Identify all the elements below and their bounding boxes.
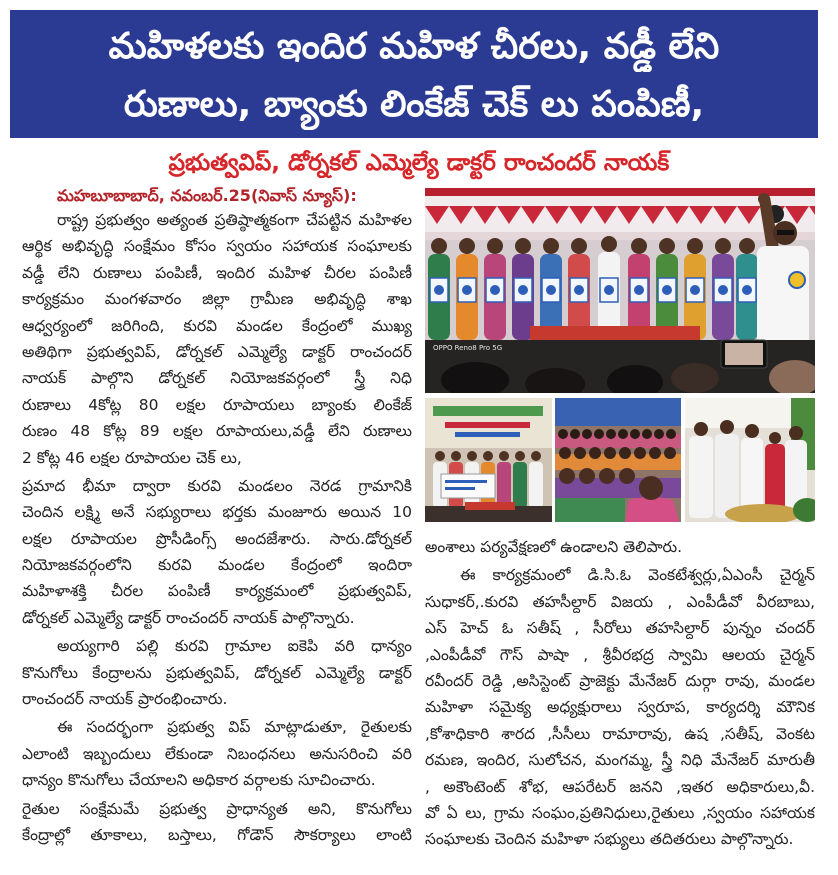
- text-line: 2 కోట్ల 46 లక్షల రూపాయల చెక్ లు,: [22, 448, 242, 467]
- text-line: ఈ కార్యక్రమంలో డి.సి.ఓ వెంకటేశ్వర్లు,ఏఎంసీ చైర్మన్: [460, 566, 815, 585]
- text-line: లక్షల రూపాయల ప్రొసీడింగ్స్ అందజేశారు. సారు.డోర్నకల్: [22, 529, 412, 548]
- text-line: రాంచందర్ నాయక్ ప్రారంభించారు.: [22, 690, 228, 709]
- text-line: అయ్యగారి పల్లి కురవి గ్రామాల ఐకెపి వరి ధాన్యం: [57, 637, 412, 656]
- article-paragraph: [22, 473, 412, 631]
- text-line: రాష్ట్ర ప్రభుత్వం అత్యంత ప్రతిష్ఠాత్మకంగా చేపట్టిన మహిళల: [57, 211, 412, 229]
- text-line: ఈ సందర్భంగా ప్రభుత్వ విప్ మాట్లాడుతూ, రైతులకు: [57, 718, 412, 737]
- text-line: సుధాకర్,.కురవి తహసీల్దార్ విజయ , ఎంపీడీవో వీరబాబు,: [425, 592, 815, 611]
- text-line: రమణ, ఇందిర, సులోచన, మంగమ్మ, స్త్రీ నిధి మేనేజర్ మారుతీ: [425, 751, 815, 770]
- cheque-photo-illustration: [425, 398, 552, 522]
- article-column-left: [22, 207, 412, 848]
- stage-banner: [425, 398, 552, 448]
- text-line: రవీందర్ రెడ్డి ,అసిస్టెంట్ ప్రాజెక్టు మేనేజర్ దుర్గా రావు, మండల: [425, 671, 815, 690]
- photo-saree-distribution-stage: [425, 188, 815, 393]
- text-line: అంశాలు పర్యవేక్షణలో ఉండాలని తెలిపారు.: [425, 538, 683, 556]
- text-line: నియోజకవర్గంలోని కురవి మండల కేంద్రంలో ఇందిరా: [22, 556, 412, 575]
- text-line: ,కోశాధికారి శారద ,సీసీలు రామారావు, ఉష ,సతీష్, వెంకట: [425, 724, 815, 743]
- article-paragraph: [22, 714, 412, 793]
- headline-line-1: మహిళలకు ఇందిర మహిళ చీరలు, వడ్డీ లేని: [108, 26, 720, 67]
- headline-line-2: రుణాలు, బ్యాంకు లింకేజ్ చెక్ లు పంపిణీ,: [123, 84, 705, 125]
- text-line: చెందిన లక్ష్మి అనే సభ్యురాలు భర్తకు మంజూరు అయిన 10: [22, 503, 412, 522]
- article-paragraph: [22, 633, 412, 712]
- text-line: ,ఎంపీడీవో గౌస్ పాషా , శ్రీవీరభద్ర స్వామి ఆలయ చైర్మన్: [425, 645, 815, 664]
- text-line: ఆర్థిక అభివృద్ధి సంక్షేమం కోసం స్వయం సహాయక సంఘాలకు: [22, 237, 412, 256]
- text-line: నాయక్ పాల్గొని డోర్నకల్ నియోజకవర్గంలో స్త్రీ నిధి: [22, 369, 412, 388]
- article-column-right: [425, 534, 815, 853]
- text-line: డోర్నకల్ ఎమ్మెల్యే డాక్టర్ రాంచందర్ నాయక్ పాల్గొన్నారు.: [22, 608, 355, 627]
- text-line: కార్యక్రమం మంగళవారం జిల్లా గ్రామీణ అభివృద్ధి శాఖ: [22, 290, 412, 309]
- text-line: ధాన్యం కొనుగోలు చేయాలని అధికార వర్గాలకు సూచించారు.: [22, 771, 376, 790]
- audience-foreground: [425, 340, 815, 393]
- headline-banner: [10, 10, 818, 138]
- text-line: మహిళా సమైక్య అధ్యక్షురాలు స్వరూప, కార్యదర్శి మౌనిక: [425, 698, 815, 717]
- text-line: ప్రమాద భీమా ద్వారా కురవి మండలం నెరడ గ్రామానికి: [22, 476, 412, 495]
- photo-paddy-purchase-centre: [685, 398, 815, 522]
- article-paragraph: [22, 207, 412, 471]
- subheadline: ప్రభుత్వవిప్, డోర్నకల్ ఎమ్మెల్యే డాక్టర్ రాంచందర్ నాయక్: [168, 150, 670, 176]
- camera-watermark: OPPO Reno8 Pro 5G: [433, 344, 503, 352]
- text-line: రుణం 48 కోట్ల 89 లక్షల రూపాయలు,వడ్డీ లేని రుణాలు: [22, 422, 412, 441]
- text-line: రుణాలు 4కోట్ల 80 లక్షల రూపాయలు బ్యాంకు లింకేజ్: [22, 395, 412, 414]
- photo-cheque-handover: [425, 398, 552, 522]
- article-paragraph: [425, 562, 815, 852]
- text-line: రైతుల సంక్షేమమే ప్రభుత్వ ప్రాధాన్యత అని, కొనుగోలు: [22, 799, 412, 818]
- text-line: వో ఏ లు, గ్రామ సంఘం,ప్రతినిధులు,రైతులు ,స్వయం సహాయక: [425, 803, 815, 822]
- text-line: కొనుగోలు కేంద్రాలను ప్రభుత్వవిప్, డోర్నకల్ ఎమ్మెల్యే డాక్టర్: [22, 663, 412, 682]
- photo-women-audience: [555, 398, 681, 522]
- article-paragraph: [22, 796, 412, 849]
- text-line: ఎలాంటి ఇబ్బందులు లేకుండా నిబంధనలు అనుసరించి వరి: [22, 744, 412, 763]
- tent-canopy: [425, 188, 815, 240]
- audience-photo-illustration: [555, 398, 681, 522]
- text-line: కేంద్రాల్లో తూకాలు, బస్తాలు, గోడౌన్ సౌకర్యాలు లాంటి: [22, 825, 412, 844]
- text-line: అతిథిగా ప్రభుత్వవిప్, డోర్నకల్ ఎమ్మెల్యే డాక్టర్ రాంచందర్: [22, 342, 412, 361]
- article-paragraph: [425, 534, 815, 560]
- text-line: ఎస్ హెచ్ ఓ సతీష్ , సీరోలు తహసిల్దార్ పున్నం చందర్: [425, 619, 815, 638]
- text-line: ఆధ్వర్యంలో జరిగింది, కురవి మండల కేంద్రంలో ముఖ్య: [22, 316, 412, 335]
- text-line: మహిళాశక్తి చీరల పంపిణీ కార్యక్రమంలో ప్రభుత్వవిప్,: [22, 582, 412, 601]
- text-line: వడ్డీ లేని రుణాలు పంపిణీ, ఇందిర మహిళ చీరల పంపిణీ: [22, 263, 412, 282]
- text-line: సంఘాలకు చెందిన మహిళా సభ్యులు తదితరులు పాల్గొన్నారు.: [425, 830, 794, 849]
- paddy-centre-photo-illustration: [685, 398, 815, 522]
- large-cheque: [441, 474, 495, 498]
- dateline: మహబూబాబాద్, నవంబర్.25(నివాస్ న్యూస్):: [57, 186, 357, 205]
- event-photo-illustration: [425, 188, 815, 393]
- text-line: , అకౌంటెంట్ శోభ, ఆపరేటర్ జనని ,ఇతర అధికారులు,వీ.: [425, 777, 815, 796]
